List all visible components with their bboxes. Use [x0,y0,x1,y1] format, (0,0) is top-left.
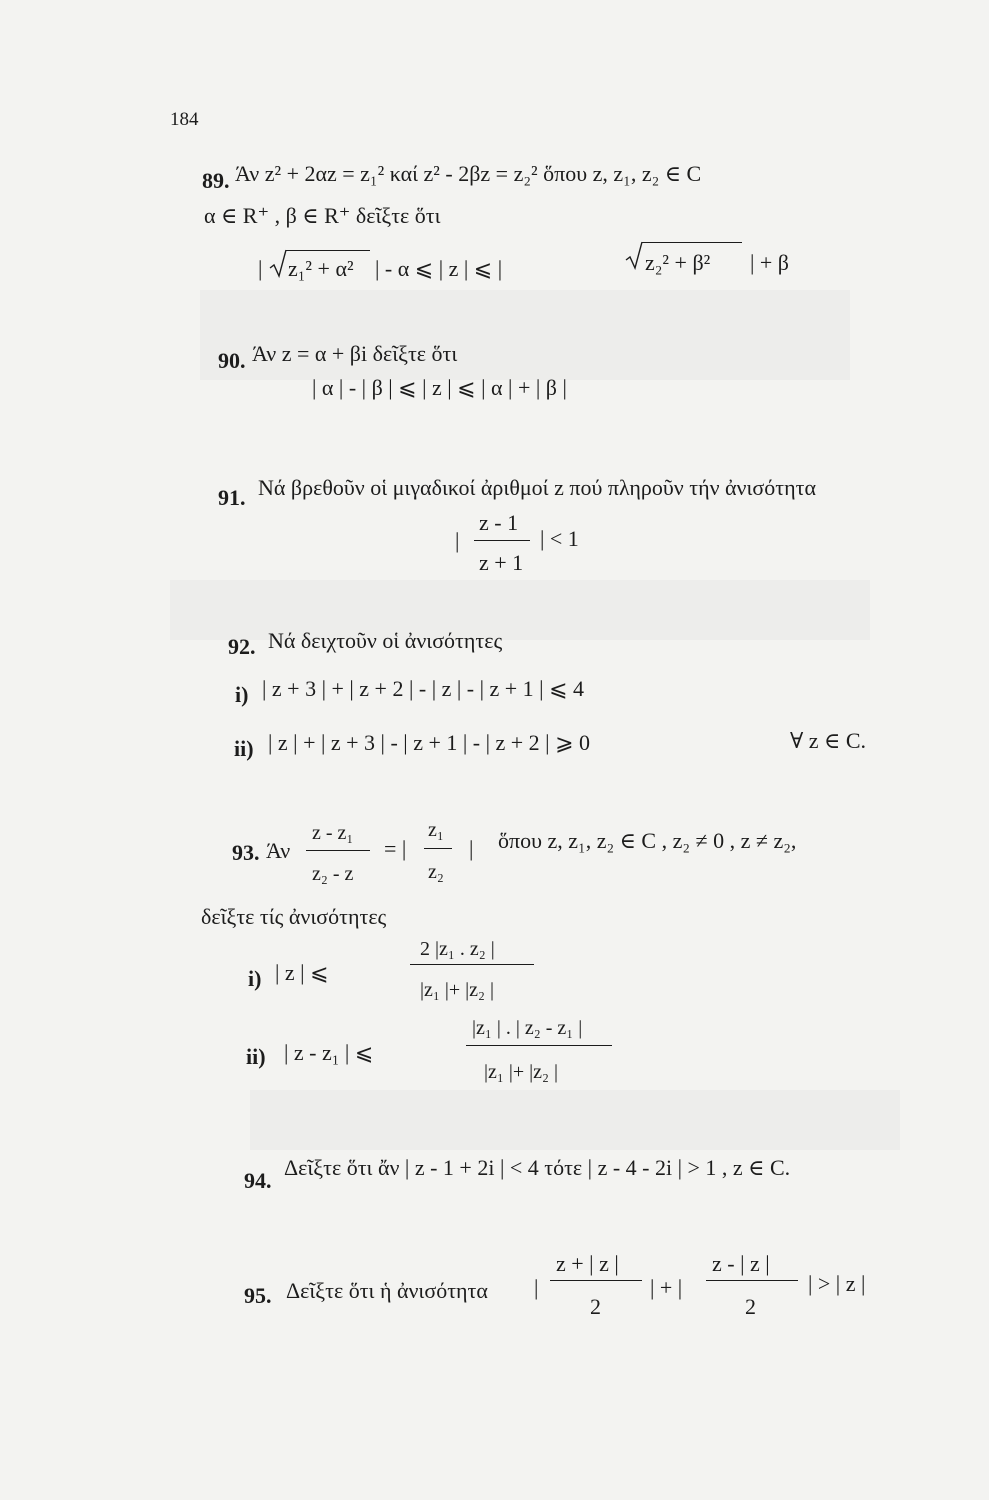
sqrt-sign-left [268,248,288,278]
problem-89-ineq-end: | + β [750,250,790,275]
problem-95-end: | > | z | [808,1271,866,1296]
problem-93-close: | [469,836,474,861]
problem-95-f2-bar [706,1280,798,1281]
problem-93-frac1-numerator: z - z₁ [312,822,354,844]
problem-90-line2: | α | - | β | ⩽ | z | ⩽ | α | + | β | [312,375,567,400]
problem-92-ii-expr: | z | + | z + 3 | - | z + 1 | - | z + 2 | ⩾ 0 [268,730,591,755]
sqrt-bar-left [286,250,370,251]
problem-93-i-numerator: 2 |z₁ . z₂ | [420,938,495,960]
problem-91-bar-left: | [455,528,460,553]
problem-93-i-label: i) [248,966,262,991]
problem-89-ineq-open: | [258,256,263,281]
problem-93-frac2-bar [424,848,452,849]
problem-89-line2: α ∈ R⁺ , β ∈ R⁺ δεῖξτε ὅτι [204,203,441,228]
problem-91-number: 91. [218,485,246,510]
problem-91-rest: | < 1 [540,526,579,551]
problem-90-number: 90. [218,348,246,373]
problem-95-text: Δεῖξτε ὅτι ἡ ἀνισότητα [286,1278,488,1303]
problem-92-ii-tail: ∀ z ∈ C. [790,728,867,753]
problem-93-condition: ὅπου z, z₁, z₂ ∈ C , z₂ ≠ 0 , z ≠ z₂, [498,828,797,853]
problem-91-line1: Νά βρεθοῦν οἱ μιγαδικοί ἀριθμοί z πού πληροῦν τήν ἀνισότητα [258,475,816,500]
problem-94-text: Δεῖξτε ὅτι ἄν | z - 1 + 2i | < 4 τότε | z - 4 - 2i | > 1 , z ∈ C. [284,1155,791,1180]
problem-93-line2: δεῖξτε τίς ἀνισότητες [201,904,387,929]
problem-89-rad-right: z₂² + β² [645,250,711,275]
problem-91-fraction-bar [474,540,530,541]
problem-93-number: 93. [232,840,260,865]
sqrt-sign-right [624,240,644,270]
problem-93-i-fraction-bar [410,964,534,965]
problem-93-av: Άν [266,838,291,863]
problem-95-open-bar: | [534,1275,539,1300]
problem-89-rad-left: z₁² + α² [288,256,354,281]
problem-95-f1-numerator: z + | z | [556,1251,619,1276]
problem-95-number: 95. [244,1283,272,1308]
problem-92-number: 92. [228,634,256,659]
problem-92-i-label: i) [235,682,249,707]
page-number: 184 [170,109,199,130]
problem-93-ii-label: ii) [246,1044,266,1069]
problem-93-ii-numerator: |z₁ | . | z₂ - z₁ | [472,1017,583,1039]
problem-92-ii-label: ii) [234,736,254,761]
problem-94-number: 94. [244,1168,272,1193]
problem-89-number: 89. [202,168,230,193]
problem-95-f1-denominator: 2 [590,1294,601,1319]
problem-92-i-expr: | z + 3 | + | z + 2 | - | z | - | z + 1 | ⩽ 4 [262,676,585,701]
problem-92-line1: Νά δειχτοῦν οἱ ἀνισότητες [268,628,503,653]
problem-95-f1-bar [550,1280,642,1281]
problem-93-frac2-denominator: z₂ [428,861,444,883]
bleed-through-shadow [250,1090,900,1150]
problem-89-line1: Άν z² + 2αz = z₁² καί z² - 2βz = z₂² ὅπου z, z₁, z₂ ∈ C [235,161,702,186]
problem-95-f2-denominator: 2 [745,1294,756,1319]
problem-89-ineq-mid: | - α ⩽ | z | ⩽ | [375,256,503,281]
problem-95-f2-numerator: z - | z | [712,1251,770,1276]
problem-91-fraction-denominator: z + 1 [479,550,524,575]
sqrt-bar-right [642,242,742,243]
problem-93-ii-denominator: |z₁ |+ |z₂ | [484,1061,558,1083]
problem-93-ii-lhs: | z - z₁ | ⩽ [284,1040,374,1065]
problem-93-eq: = | [384,836,407,861]
problem-93-frac1-denominator: z₂ - z [312,863,354,885]
problem-93-i-denominator: |z₁ |+ |z₂ | [420,979,494,1001]
problem-90-line1: Άν z = α + βi δεῖξτε ὅτι [252,341,458,366]
problem-93-i-lhs: | z | ⩽ [275,960,329,985]
problem-91-fraction-numerator: z - 1 [479,510,519,535]
bleed-through-shadow [200,290,850,380]
problem-95-mid: | + | [650,1275,683,1300]
problem-93-ii-fraction-bar [466,1045,612,1046]
problem-93-frac1-bar [306,850,370,851]
problem-93-frac2-numerator: z₁ [428,819,444,841]
